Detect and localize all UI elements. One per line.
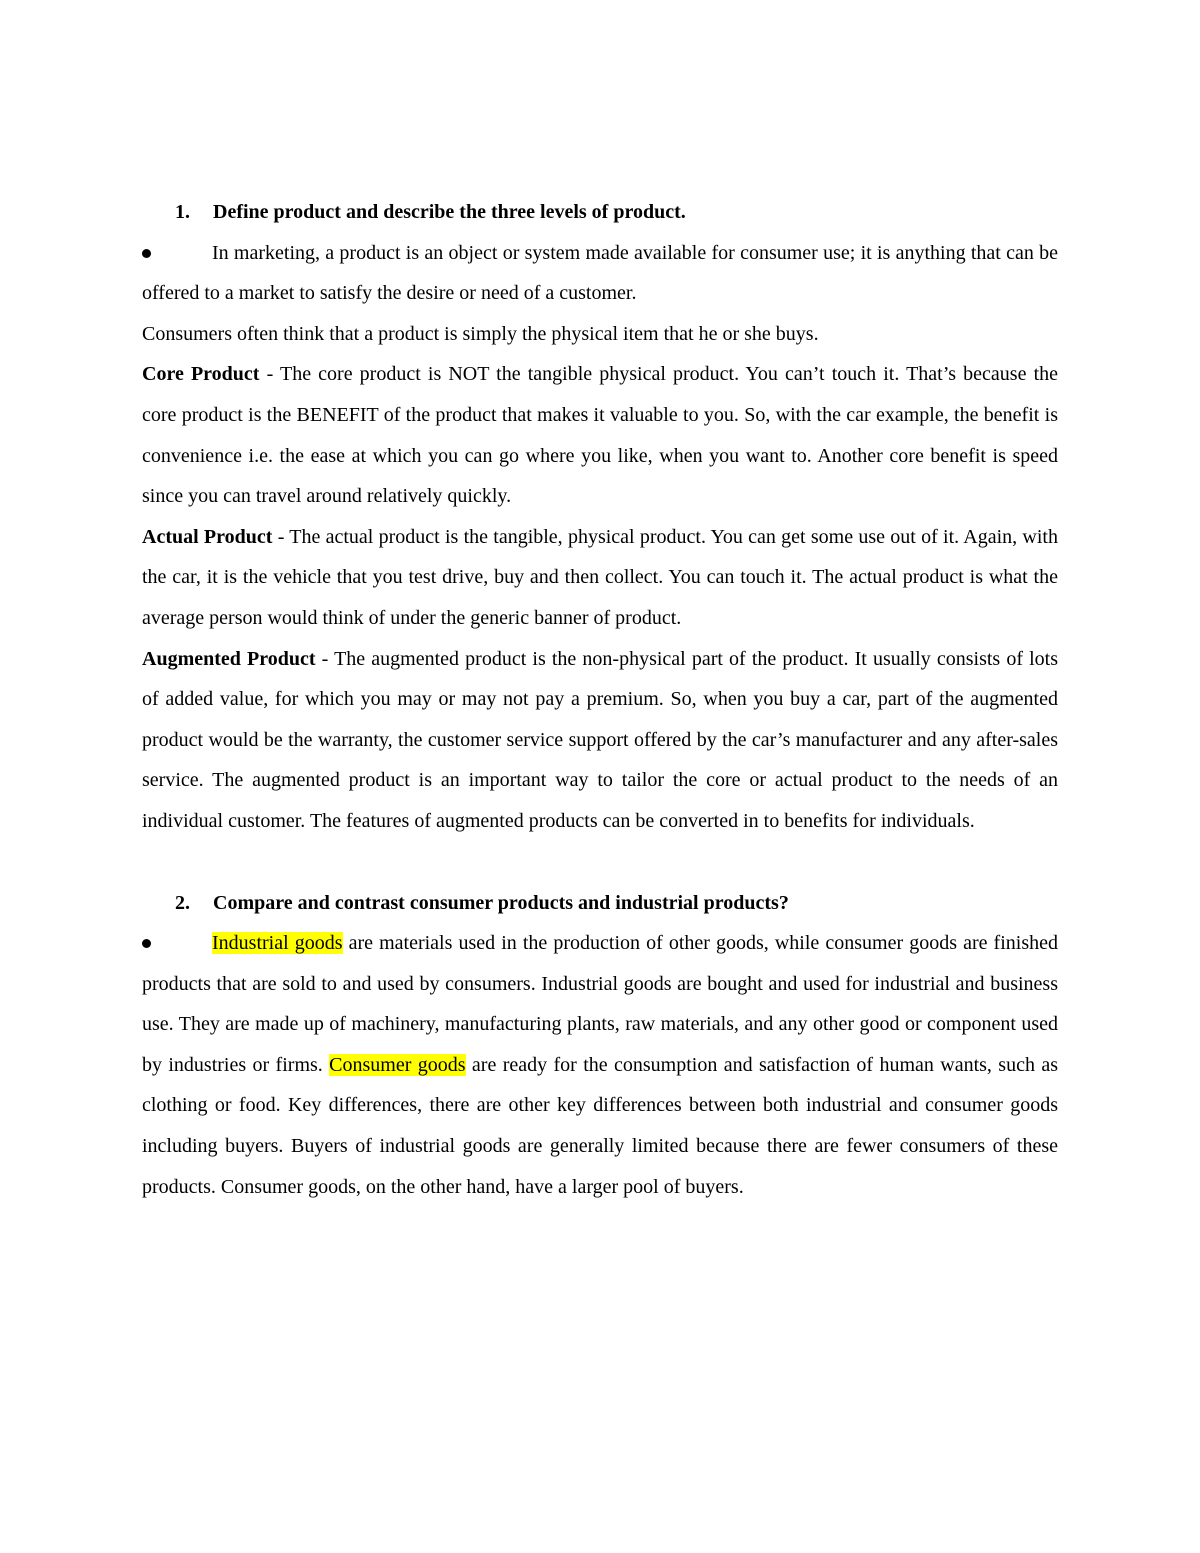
actual-product-paragraph	[142, 517, 1058, 639]
question-2-heading	[142, 883, 1058, 924]
core-product-term: Core Product	[142, 363, 260, 386]
consumer-goods-highlight: Consumer goods	[329, 1053, 466, 1076]
consumers-paragraph	[142, 314, 1058, 355]
consumers-text: Consumers often think that a product is simply the physical item that he or she buys.	[142, 322, 819, 345]
question-1-title: Define product and describe the three levels of product.	[213, 201, 686, 223]
comparison-text-part-1: are materials used in the production of other goods, while consumer goods are finished products that are sold to and used by consumers. Industrial goods are bought and used for industrial and business use. They are made up of machinery, manufacturing plants, raw materials, and any other good or component used by industries or firms.	[142, 932, 1058, 1076]
bullet-icon	[142, 939, 151, 948]
question-1-answer-bullet	[142, 233, 1058, 314]
question-1-heading	[142, 192, 1058, 233]
augmented-product-term: Augmented Product	[142, 647, 316, 670]
core-product-text: - The core product is NOT the tangible physical product. You can’t touch it. That’s because the core product is the BENEFIT of the product that makes it valuable to you. So, with the car example, the benefit is convenience i.e. the ease at which you can go where you like, when you want to. Another core benefit is speed since you can travel around relatively quickly.	[142, 363, 1059, 508]
bullet-icon	[142, 249, 151, 258]
comparison-text-part-2: are ready for the consumption and satisfaction of human wants, such as clothing or food. Key differences, there are other key differences between both industrial and consumer goods including buyers. Buyers of industrial goods are generally limited because there are fewer consumers of these products. Consumer goods, on the other hand, have a larger pool of buyers.	[142, 1053, 1059, 1198]
section-spacer	[142, 842, 1058, 883]
augmented-product-text: - The augmented product is the non-physical part of the product. It usually consists of lots of added value, for which you may or may not pay a premium. So, when you buy a car, part of the augmented product would be the warranty, the customer service support offered by the car’s manufacturer and any after-sales service. The augmented product is an important way to tailor the core or actual product to the needs of an individual customer. The features of augmented products can be converted in to benefits for individuals.	[142, 647, 1058, 832]
document-page	[142, 192, 1058, 1207]
question-2-answer-bullet	[142, 923, 1058, 1207]
actual-product-text: - The actual product is the tangible, physical product. You can get some use out of it. Again, with the car, it is the vehicle that you test drive, buy and then collect. You can touch it. The actual product is what the average person would think of under the generic banner of product.	[142, 525, 1058, 629]
question-2-title: Compare and contrast consumer products and industrial products?	[213, 891, 789, 914]
product-definition-text: In marketing, a product is an object or system made available for consumer use; it is anything that can be offered to a market to satisfy the desire or need of a customer.	[142, 241, 1058, 305]
core-product-paragraph	[142, 354, 1058, 516]
question-2-number: 2.	[175, 891, 190, 914]
augmented-product-paragraph	[142, 639, 1058, 842]
industrial-goods-highlight: Industrial goods	[212, 932, 343, 955]
actual-product-term: Actual Product	[142, 525, 273, 548]
question-1-number: 1.	[175, 201, 190, 223]
